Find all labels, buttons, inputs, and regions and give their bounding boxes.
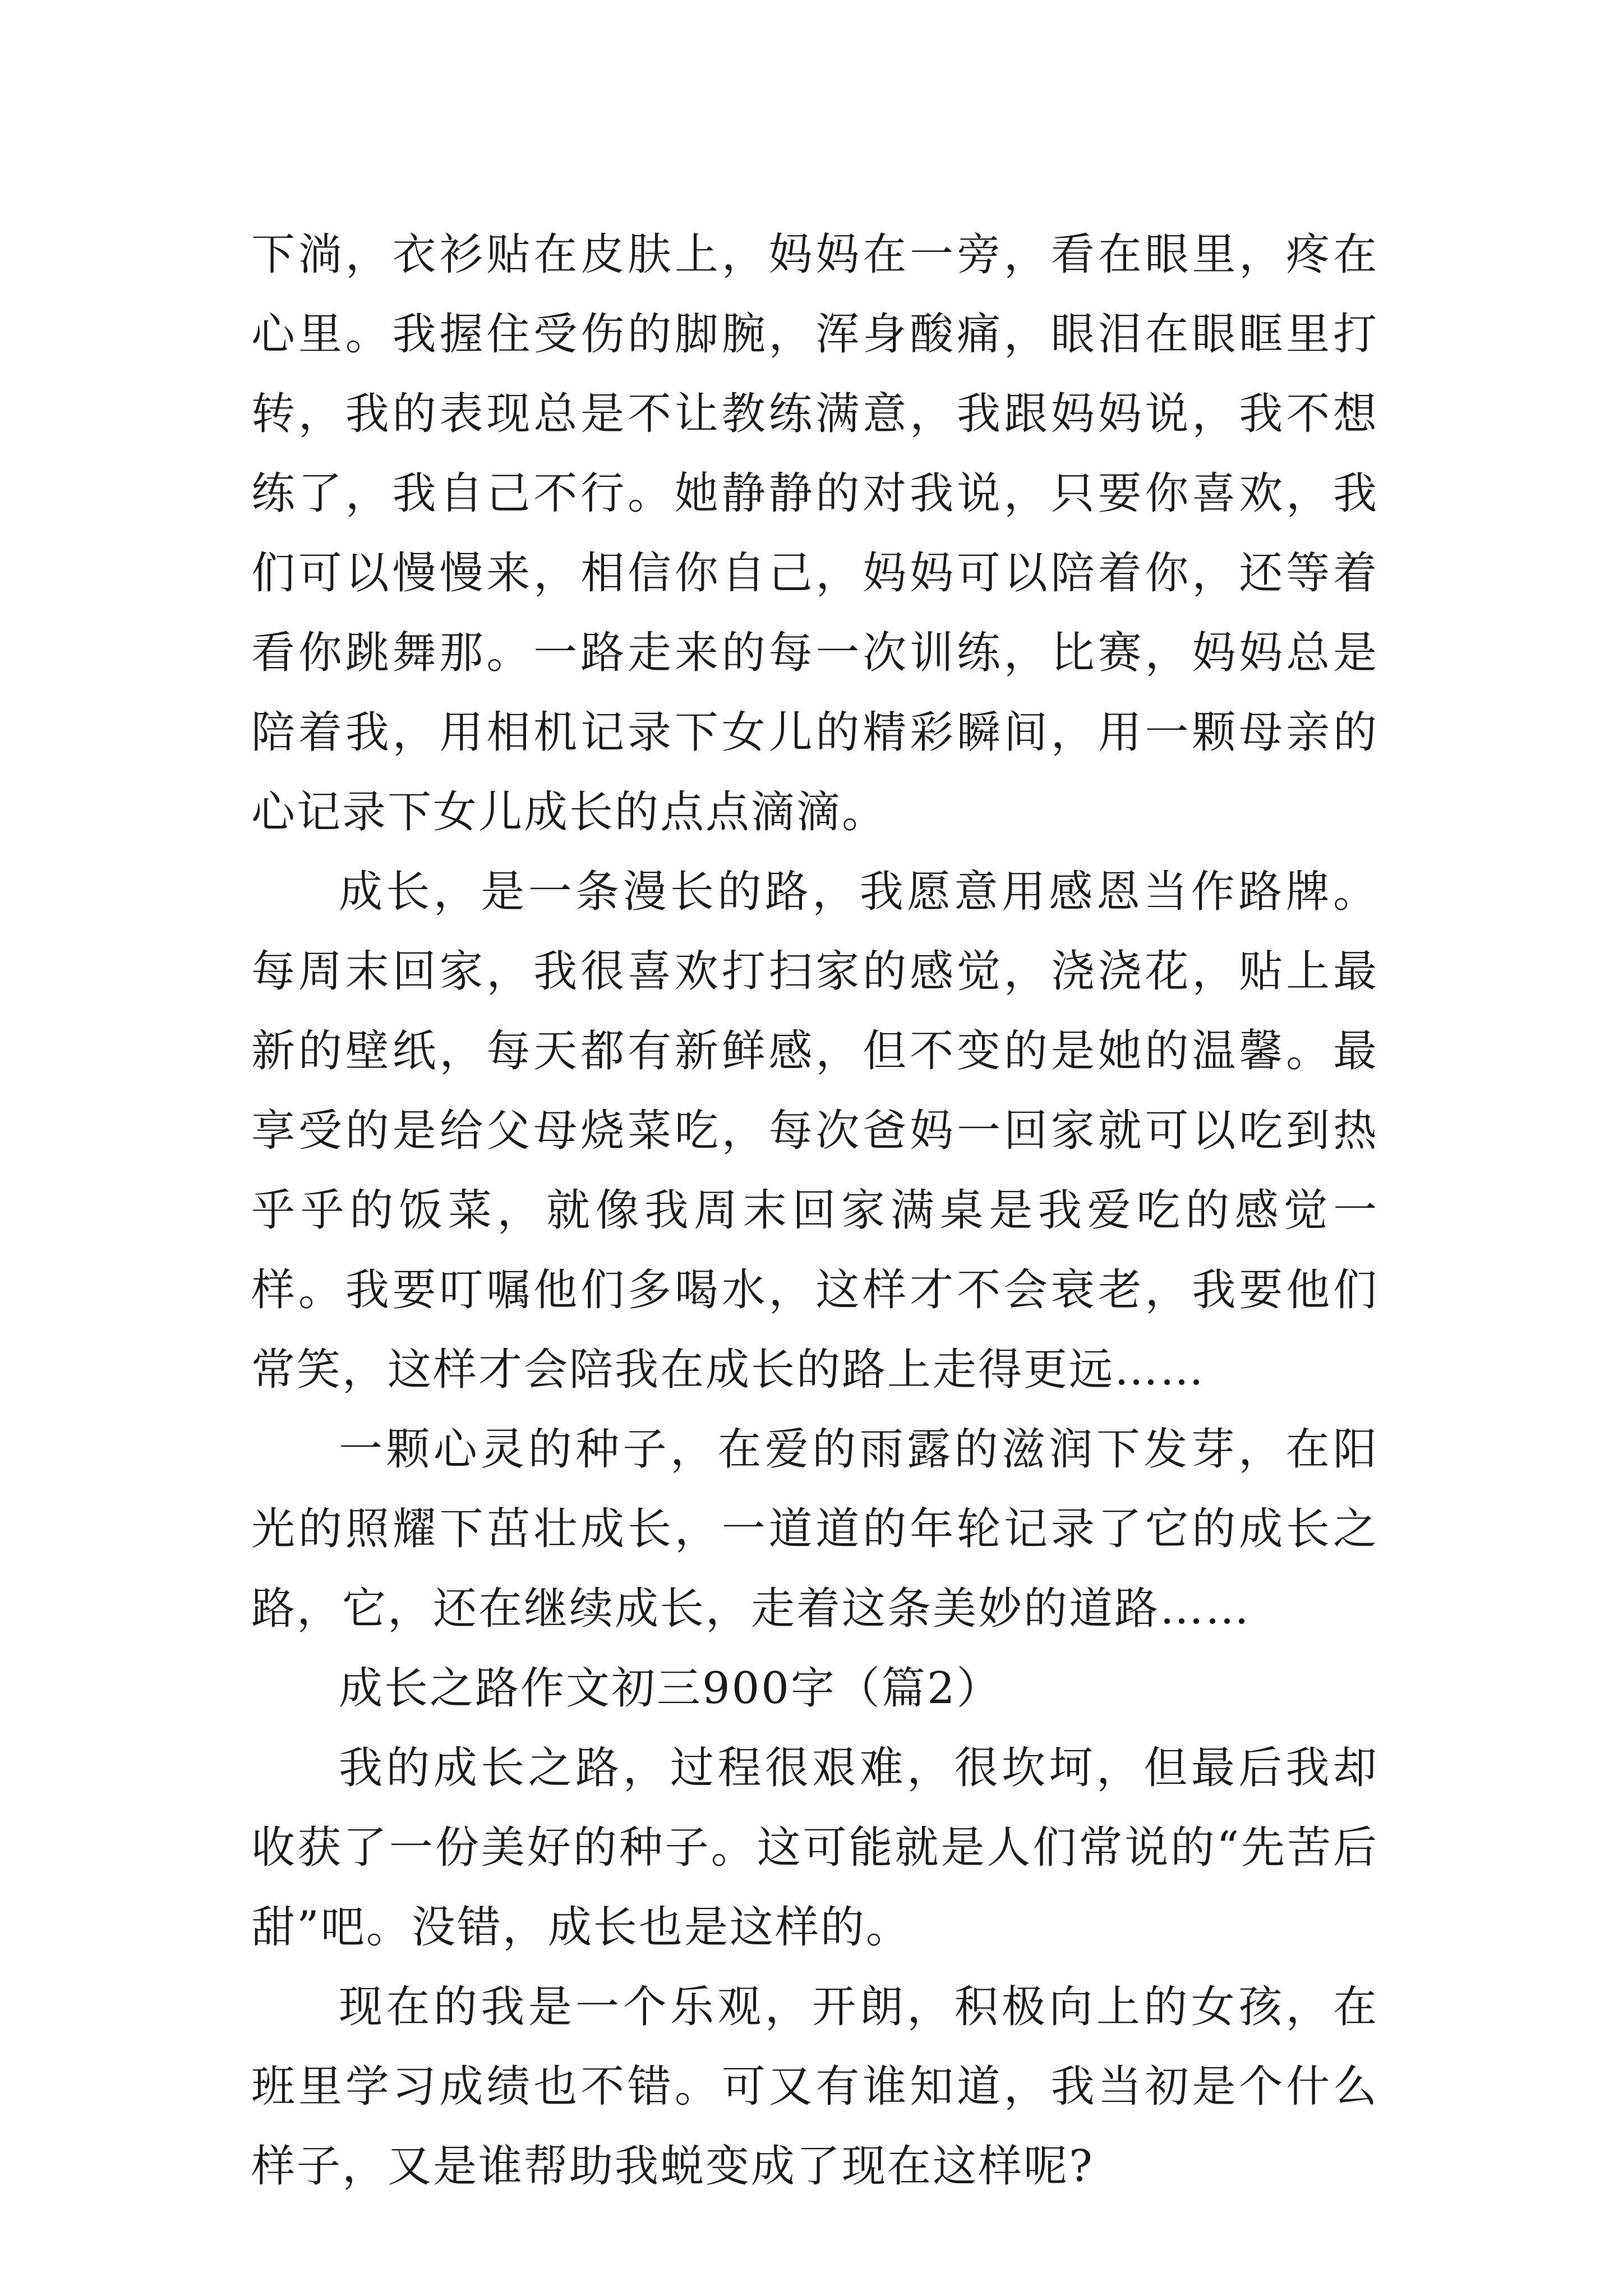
paragraph-seed: 一颗心灵的种子，在爱的雨露的滋润下发芽，在阳光的照耀下茁壮成长，一道道的年轮记录了它的成长之路，它，还在继续成长，走着这条美妙的道路…… bbox=[251, 1424, 1378, 1634]
paragraph-optimistic-girl: 现在的我是一个乐观，开朗，积极向上的女孩，在班里学习成绩也不错。可又有谁知道，我当初是个什么样子，又是谁帮助我蜕变成了现在这样呢? bbox=[251, 1982, 1378, 2192]
paragraph-growth-road: 成长，是一条漫长的路，我愿意用感恩当作路牌。每周末回家，我很喜欢打扫家的感觉，浇浇花，贴上最新的壁纸，每天都有新鲜感，但不变的是她的温馨。最享受的是给父母烧菜吃，每次爸妈一回家就可以吃到热乎乎的饭菜，就像我周末回家满桌是我爱吃的感觉一样。我要叮嘱他们多喝水，这样才不会衰老，我要他们常笑，这样才会陪我在成长的路上走得更远…… bbox=[251, 867, 1378, 1395]
paragraph-continuation: 下淌，衣衫贴在皮肤上，妈妈在一旁，看在眼里，疼在心里。我握住受伤的脚腕，浑身酸痛，眼泪在眼眶里打转，我的表现总是不让教练满意，我跟妈妈说，我不想练了，我自己不行。她静静的对我说，只要你喜欢，我们可以慢慢来，相信你自己，妈妈可以陪着你，还等着看你跳舞那。一路走来的每一次训练，比赛，妈妈总是陪着我，用相机记录下女儿的精彩瞬间，用一颗母亲的心记录下女儿成长的点点滴滴。 bbox=[251, 229, 1378, 838]
paragraph-hard-road: 我的成长之路，过程很艰难，很坎坷，但最后我却收获了一份美好的种子。这可能就是人们常说的“先苦后甜”吧。没错，成长也是这样的。 bbox=[251, 1743, 1378, 1953]
document-body bbox=[251, 215, 1378, 2206]
section-title: 成长之路作文初三900字（篇2） bbox=[339, 1663, 1002, 1714]
